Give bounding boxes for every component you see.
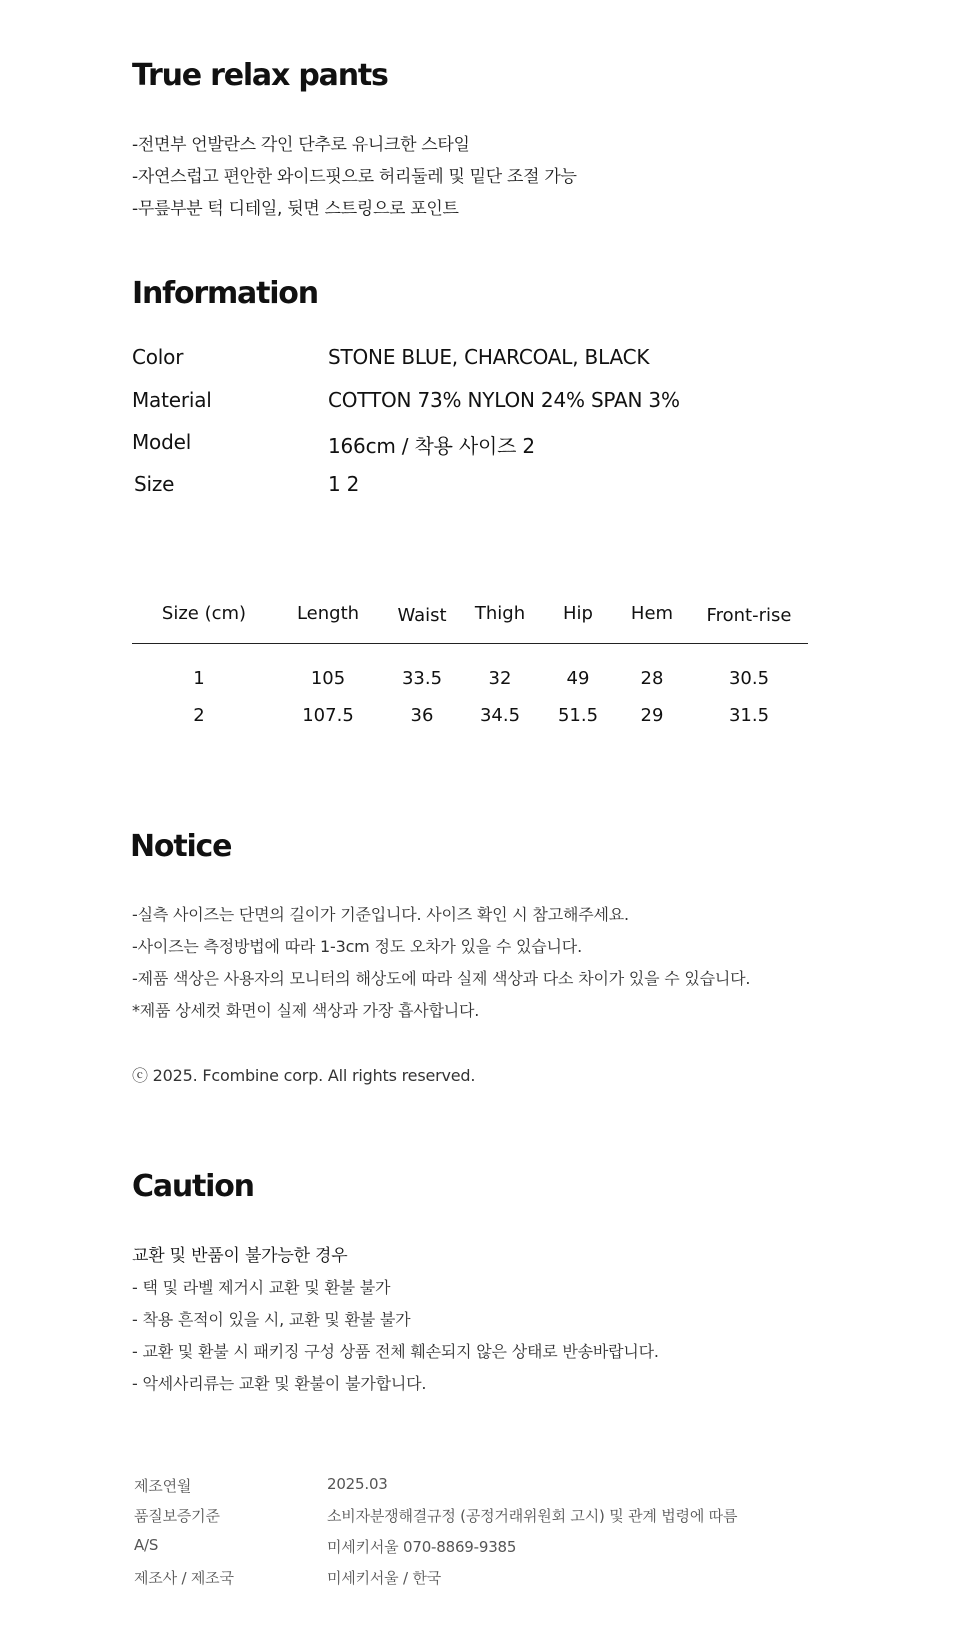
table-cell: 51.5 — [557, 705, 599, 726]
info-value-model: 166cm / 착용 사이즈 2 — [328, 434, 535, 458]
caution-subheading: 교환 및 반품이 불가능한 경우 — [132, 1246, 348, 1266]
caution-line: - 착용 흔적이 있을 시, 교환 및 환불 불가 — [132, 1310, 411, 1329]
product-title: True relax pants — [132, 58, 388, 93]
copyright-text: ⓒ 2025. Fcombine corp. All rights reserved. — [132, 1066, 476, 1085]
footer-value-manufacturer: 미세키서울 / 한국 — [327, 1569, 442, 1587]
table-header-size: Size (cm) — [161, 603, 247, 624]
feature-line: -자연스럽고 편안한 와이드핏으로 허리둘레 및 밑단 조절 가능 — [132, 167, 577, 187]
table-header-hem: Hem — [630, 603, 674, 624]
caution-heading: Caution — [132, 1169, 254, 1204]
info-label-model: Model — [132, 430, 192, 454]
table-cell: 31.5 — [728, 705, 770, 726]
table-header-hip: Hip — [563, 603, 593, 624]
notice-line: -실측 사이즈는 단면의 길이가 기준입니다. 사이즈 확인 시 참고해주세요. — [132, 905, 629, 924]
caution-line: - 택 및 라벨 제거시 교환 및 환불 불가 — [132, 1278, 391, 1297]
info-label-material: Material — [132, 388, 212, 412]
info-label-size: Size — [134, 472, 175, 496]
table-cell: 105 — [310, 668, 346, 689]
notice-heading: Notice — [130, 829, 232, 864]
table-cell: 29 — [640, 705, 664, 726]
table-cell: 36 — [410, 705, 434, 726]
footer-label-manufacture-date: 제조연월 — [134, 1477, 192, 1495]
table-cell: 33.5 — [401, 668, 443, 689]
table-header-length: Length — [296, 603, 360, 624]
info-value-color: STONE BLUE, CHARCOAL, BLACK — [328, 345, 650, 369]
table-cell: 1 — [193, 668, 205, 689]
caution-line: - 교환 및 환불 시 패키징 구성 상품 전체 훼손되지 않은 상태로 반송바랍니다. — [132, 1342, 659, 1361]
table-header-thigh: Thigh — [474, 603, 526, 624]
table-cell: 32 — [488, 668, 512, 689]
footer-value-manufacture-date: 2025.03 — [327, 1475, 388, 1493]
footer-label-quality-standard: 품질보증기준 — [134, 1507, 220, 1525]
footer-value-as: 미세키서울 070-8869-9385 — [327, 1538, 517, 1556]
table-cell: 30.5 — [728, 668, 770, 689]
feature-line: -전면부 언발란스 각인 단추로 유니크한 스타일 — [132, 135, 470, 155]
info-label-color: Color — [132, 345, 184, 369]
information-heading: Information — [132, 276, 318, 311]
notice-line: -제품 색상은 사용자의 모니터의 해상도에 따라 실제 색상과 다소 차이가 있을 수 있습니다. — [132, 969, 751, 988]
notice-line: *제품 상세컷 화면이 실제 색상과 가장 흡사합니다. — [132, 1001, 480, 1020]
table-cell: 28 — [640, 668, 664, 689]
table-header-waist: Waist — [397, 605, 447, 626]
table-cell: 107.5 — [302, 705, 354, 726]
table-cell: 2 — [193, 705, 205, 726]
table-cell: 34.5 — [479, 705, 521, 726]
table-cell: 49 — [566, 668, 590, 689]
footer-value-quality-standard: 소비자분쟁해결규정 (공정거래위원회 고시) 및 관계 법령에 따름 — [327, 1507, 738, 1525]
info-value-size: 1 2 — [328, 472, 360, 496]
info-value-material: COTTON 73% NYLON 24% SPAN 3% — [328, 388, 680, 412]
footer-label-manufacturer: 제조사 / 제조국 — [134, 1569, 234, 1587]
caution-line: - 악세사리류는 교환 및 환불이 불가합니다. — [132, 1374, 427, 1393]
feature-line: -무릎부분 턱 디테일, 뒷면 스트링으로 포인트 — [132, 199, 459, 219]
notice-line: -사이즈는 측정방법에 따라 1-3cm 정도 오차가 있을 수 있습니다. — [132, 937, 582, 956]
table-header-front-rise: Front-rise — [706, 605, 792, 626]
footer-label-as: A/S — [134, 1536, 159, 1554]
table-divider — [132, 643, 808, 644]
